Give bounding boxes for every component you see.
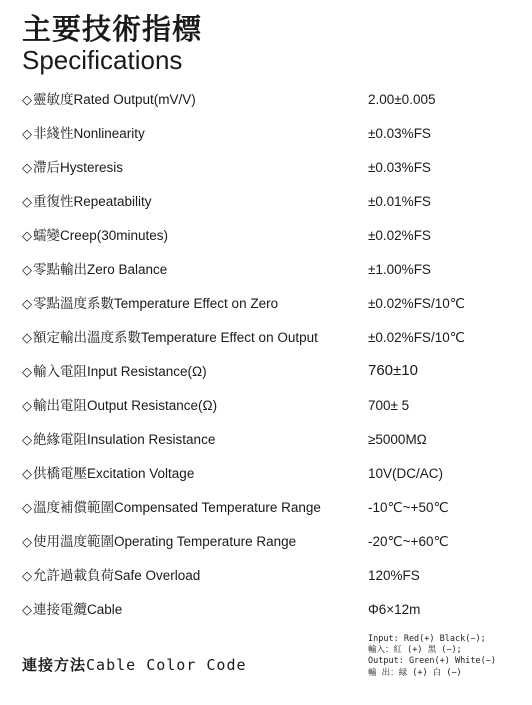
spec-label-text: 使用溫度範圍Operating Temperature Range: [33, 534, 297, 549]
spec-label: [22, 125, 145, 143]
spec-label-text: 滯后Hysteresis: [33, 160, 124, 175]
spec-value: 10V(DC/AC): [368, 466, 444, 481]
spec-label-text: 允許過載負荷Safe Overload: [33, 568, 201, 583]
spec-label-text: 重復性Repeatability: [33, 194, 152, 209]
spec-label: [22, 227, 168, 245]
spec-label-text: 非綫性Nonlinearity: [33, 126, 145, 141]
cable-title-english: Cable Color Code: [86, 656, 247, 674]
spec-value: -20℃~+60℃: [368, 534, 449, 549]
diamond-bullet-icon: ◇: [22, 534, 32, 549]
spec-label-text: 額定輸出溫度系數Temperature Effect on Output: [33, 330, 318, 345]
diamond-bullet-icon: ◇: [22, 432, 32, 447]
spec-row: [22, 186, 522, 220]
spec-value: -10℃~+50℃: [368, 500, 449, 515]
spec-row: [22, 254, 522, 288]
cable-color-code-title: [22, 654, 247, 675]
spec-row: [22, 458, 522, 492]
spec-value: ≥5000MΩ: [368, 432, 427, 447]
cable-title-chinese: 連接方法: [22, 656, 87, 674]
spec-value: ±0.01%FS: [368, 194, 431, 209]
diamond-bullet-icon: ◇: [22, 262, 32, 277]
spec-label-text: 供橋電壓Excitation Voltage: [33, 466, 195, 481]
cable-line-output-en: Output: Green(+) White(−): [368, 656, 496, 667]
diamond-bullet-icon: ◇: [22, 466, 32, 481]
diamond-bullet-icon: ◇: [22, 160, 32, 175]
spec-value: 2.00±0.005: [368, 92, 436, 107]
cable-line-input-cn: 輸入：紅 (+) 黑 (−);: [368, 645, 462, 656]
diamond-bullet-icon: ◇: [22, 602, 32, 617]
spec-label: [22, 295, 278, 313]
specifications-list: [22, 84, 522, 628]
diamond-bullet-icon: ◇: [22, 194, 32, 209]
spec-label-text: 蠕變Creep(30minutes): [33, 228, 169, 243]
diamond-bullet-icon: ◇: [22, 568, 32, 583]
spec-row: [22, 526, 522, 560]
spec-label: [22, 363, 207, 381]
spec-row: [22, 560, 522, 594]
spec-value: 760±10: [368, 362, 418, 379]
spec-value: ±1.00%FS: [368, 262, 431, 277]
diamond-bullet-icon: ◇: [22, 228, 32, 243]
spec-label: [22, 465, 194, 483]
cable-color-code-details: [368, 634, 496, 679]
diamond-bullet-icon: ◇: [22, 364, 32, 379]
spec-value: ±0.02%FS/10℃: [368, 330, 465, 345]
cable-line-input-en: Input: Red(+) Black(−);: [368, 634, 486, 644]
spec-label-text: 輸出電阻Output Resistance(Ω): [33, 398, 218, 413]
diamond-bullet-icon: ◇: [22, 126, 32, 141]
spec-row: [22, 390, 522, 424]
spec-label-text: 靈敏度Rated Output(mV/V): [33, 92, 196, 107]
spec-label: [22, 397, 217, 415]
spec-label: [22, 533, 296, 551]
spec-row: [22, 84, 522, 118]
spec-row: [22, 356, 522, 390]
spec-label: [22, 261, 167, 279]
spec-row: [22, 492, 522, 526]
diamond-bullet-icon: ◇: [22, 330, 32, 345]
spec-value: ±0.03%FS: [368, 160, 431, 175]
diamond-bullet-icon: ◇: [22, 296, 32, 311]
spec-label-text: 連接電纜Cable: [33, 602, 123, 617]
spec-label: [22, 601, 122, 619]
spec-value: ±0.03%FS: [368, 126, 431, 141]
spec-value: Φ6×12m: [368, 602, 421, 617]
spec-row: [22, 152, 522, 186]
spec-value: ±0.02%FS/10℃: [368, 296, 465, 311]
page-title-chinese: 主要技術指標: [22, 12, 203, 46]
page-title-english: Specifications: [22, 45, 183, 75]
spec-label: [22, 159, 123, 177]
spec-label: [22, 431, 215, 449]
spec-label: [22, 499, 321, 517]
spec-row: [22, 594, 522, 628]
spec-label-text: 絶緣電阻Insulation Resistance: [33, 432, 216, 447]
spec-row: [22, 118, 522, 152]
diamond-bullet-icon: ◇: [22, 500, 32, 515]
spec-label-text: 零點輸出Zero Balance: [33, 262, 168, 277]
spec-label: [22, 91, 196, 109]
spec-label: [22, 193, 152, 211]
spec-row: [22, 220, 522, 254]
spec-row: [22, 424, 522, 458]
spec-label-text: 輸入電阻Input Resistance(Ω): [33, 364, 207, 379]
spec-value: 120%FS: [368, 568, 420, 583]
spec-label: [22, 567, 200, 585]
spec-value: 700± 5: [368, 398, 410, 413]
cable-line-output-cn: 輸 出：緑 (+) 白 (−): [368, 667, 462, 678]
spec-label: [22, 329, 318, 347]
diamond-bullet-icon: ◇: [22, 92, 32, 107]
diamond-bullet-icon: ◇: [22, 398, 32, 413]
spec-row: [22, 288, 522, 322]
spec-label-text: 零點溫度系數Temperature Effect on Zero: [33, 296, 279, 311]
spec-row: [22, 322, 522, 356]
spec-label-text: 溫度補償範圍Compensated Temperature Range: [33, 500, 321, 515]
spec-value: ±0.02%FS: [368, 228, 431, 243]
